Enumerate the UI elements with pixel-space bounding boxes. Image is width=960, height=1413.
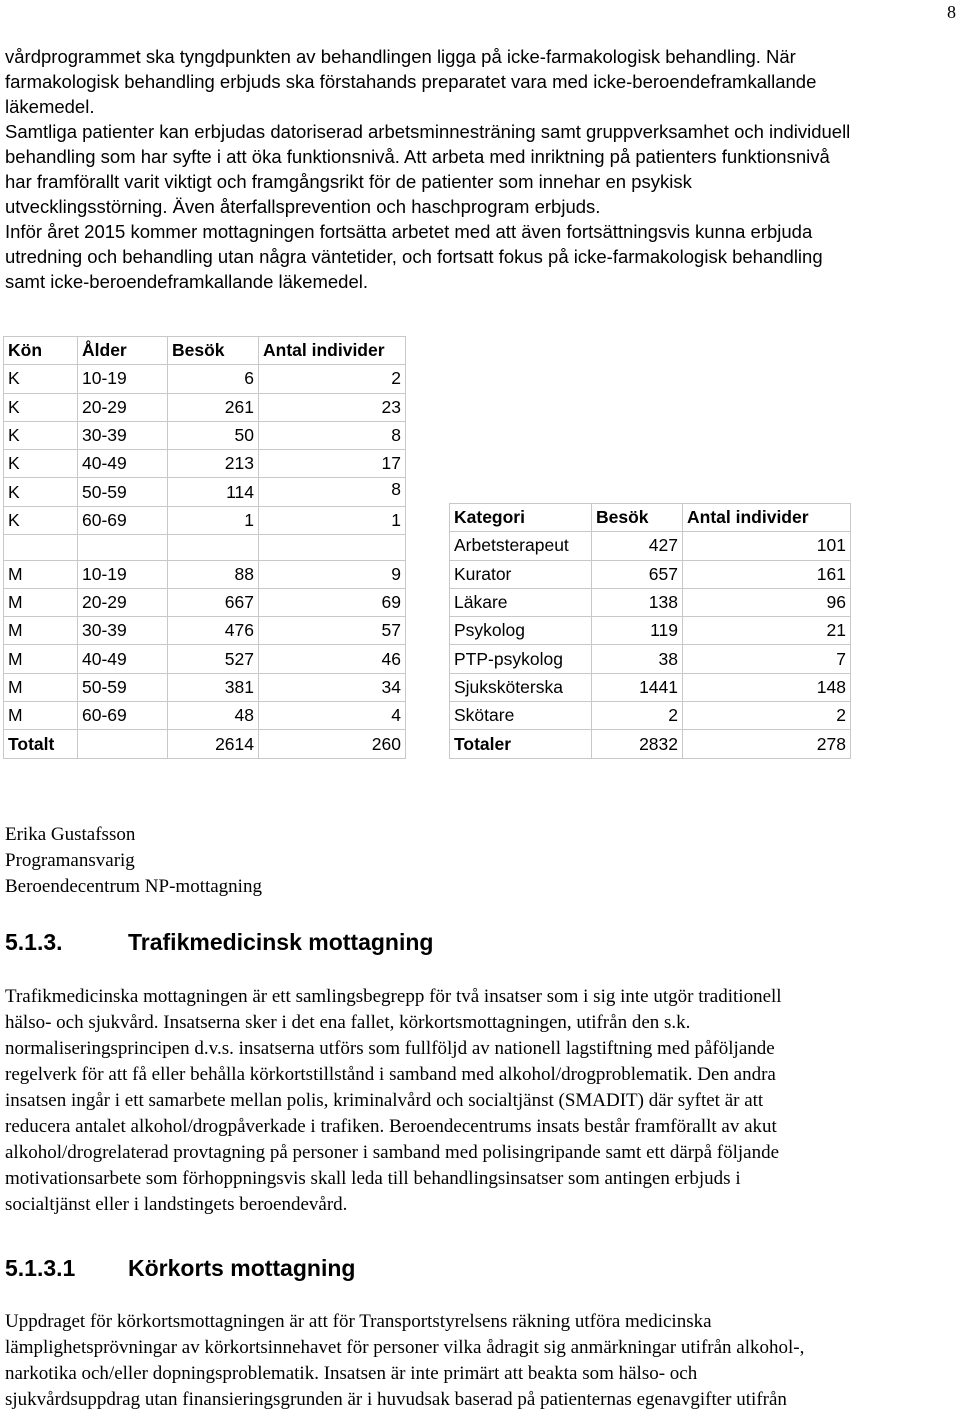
cell-alder: 50-59 xyxy=(78,478,168,506)
table-row xyxy=(4,588,406,616)
cell-besok: 2 xyxy=(592,702,683,730)
section-1-paragraph xyxy=(5,984,940,1218)
cell-kon: K xyxy=(4,506,78,534)
table-row xyxy=(450,645,851,673)
cell-antal: 46 xyxy=(259,645,406,673)
text-line: sjukvårdsuppdrag utan finansieringsgrunden är i huvudsak baserad på patienternas egenavgifter utifrån xyxy=(5,1389,787,1410)
text-line: vårdprogrammet ska tyngdpunkten av behandlingen ligga på icke-farmakologisk behandling. När xyxy=(5,46,796,67)
section-title: Körkorts mottagning xyxy=(128,1255,356,1281)
text-line: farmakologisk behandling erbjuds ska förstahands preparatet vara med icke-beroendeframkallande xyxy=(5,71,817,92)
text-line: har framförallt varit viktigt och framgångsrikt för de patienter som innehar en psykisk xyxy=(5,171,692,192)
cell-besok: 667 xyxy=(168,588,259,616)
table-row xyxy=(4,421,406,449)
cell-besok: 48 xyxy=(168,702,259,730)
total-row xyxy=(450,730,851,758)
cell-kategori: Läkare xyxy=(450,588,592,616)
cell-alder: 60-69 xyxy=(78,506,168,534)
cell-kon: K xyxy=(4,365,78,393)
cell-besok: 88 xyxy=(168,560,259,588)
cell-kon: M xyxy=(4,673,78,701)
header-antal: Antal individer xyxy=(683,504,851,532)
cell-antal: 34 xyxy=(259,673,406,701)
table-row xyxy=(4,645,406,673)
cell-alder: 10-19 xyxy=(78,560,168,588)
text-line: Inför året 2015 kommer mottagningen fortsätta arbetet med att även fortsättningsvis kunna erbjuda xyxy=(5,221,813,242)
cell-total-besok: 2832 xyxy=(592,730,683,758)
cell-kon: M xyxy=(4,617,78,645)
cell-kategori: Arbetsterapeut xyxy=(450,532,592,560)
section-heading-trafikmedicinsk xyxy=(5,929,433,956)
cell-antal: 2 xyxy=(683,702,851,730)
cell-kon: K xyxy=(4,478,78,506)
cell-alder: 30-39 xyxy=(78,617,168,645)
cell-besok: 213 xyxy=(168,450,259,478)
total-row xyxy=(4,730,406,758)
table-row xyxy=(450,702,851,730)
cell-antal: 4 xyxy=(259,702,406,730)
cell-total-besok: 2614 xyxy=(168,730,259,758)
cell-total-antal: 278 xyxy=(683,730,851,758)
cell-alder: 60-69 xyxy=(78,702,168,730)
cell-kategori: Skötare xyxy=(450,702,592,730)
page-number: 8 xyxy=(947,2,956,22)
cell-kon: M xyxy=(4,702,78,730)
cell-besok: 657 xyxy=(592,560,683,588)
text-line: Samtliga patienter kan erbjudas datoriserad arbetsminnesträning samt gruppverksamhet och individuell xyxy=(5,121,851,142)
text-line: Uppdraget för körkortsmottagningen är att för Transportstyrelsens räkning utföra medicinska xyxy=(5,1311,712,1332)
cell-kategori: Kurator xyxy=(450,560,592,588)
cell-alder: 10-19 xyxy=(78,365,168,393)
cell-antal: 23 xyxy=(259,393,406,421)
cell-antal: 8 xyxy=(259,421,406,449)
text-line: socialtjänst eller i landstingets beroendevård. xyxy=(5,1194,348,1215)
text-line: utredning och behandling utan några väntetider, och fortsatt fokus på icke-farmakologisk behandling xyxy=(5,246,823,267)
text-line: regelverk för att få eller behålla körkortstillstånd i samband med alkohol/drogproblematik. Den andra xyxy=(5,1064,776,1085)
cell-antal: 9 xyxy=(259,560,406,588)
text-line: samt icke-beroendeframkallande läkemedel. xyxy=(5,271,368,292)
cell-besok: 50 xyxy=(168,421,259,449)
cell-besok: 38 xyxy=(592,645,683,673)
cell-total-label: Totaler xyxy=(450,730,592,758)
cell-besok: 381 xyxy=(168,673,259,701)
cell-kon: M xyxy=(4,588,78,616)
section-heading-korkorts xyxy=(5,1255,355,1282)
cell-total-label: Totalt xyxy=(4,730,78,758)
header-kon: Kön xyxy=(4,337,78,365)
section-2-paragraph xyxy=(5,1309,940,1413)
cell-kon: K xyxy=(4,421,78,449)
cell-alder: 50-59 xyxy=(78,673,168,701)
cell-alder: 20-29 xyxy=(78,393,168,421)
cell-antal: 148 xyxy=(683,673,851,701)
empty-cell xyxy=(78,730,168,758)
cell-kategori: Psykolog xyxy=(450,617,592,645)
cell-besok: 427 xyxy=(592,532,683,560)
table-row xyxy=(450,617,851,645)
text-line: hälso- och sjukvård. Insatserna sker i det ena fallet, körkortsmottagningen, utifrån den s.k. xyxy=(5,1012,691,1033)
text-line: lämplighetsprövningar av körkortsinnehavet för personer vilka ådragit sig anmärkningar utifrån alkohol-, xyxy=(5,1337,805,1358)
text-line: reducera antalet alkohol/drogpåverkade i trafiken. Beroendecentrums insats består framförallt av akut xyxy=(5,1116,777,1137)
table-row xyxy=(4,393,406,421)
cell-alder: 40-49 xyxy=(78,450,168,478)
cell-antal: 161 xyxy=(683,560,851,588)
empty-cell xyxy=(4,535,78,561)
text-line: alkohol/drogrelaterad provtagning på personer i samband med polisingripande samt ett därpå följande xyxy=(5,1142,780,1163)
table-row xyxy=(4,702,406,730)
table-row xyxy=(4,673,406,701)
table-row xyxy=(4,506,406,534)
category-table xyxy=(449,503,851,759)
age-gender-table xyxy=(3,336,406,759)
cell-total-antal: 260 xyxy=(259,730,406,758)
cell-besok: 527 xyxy=(168,645,259,673)
text-line: Trafikmedicinska mottagningen är ett samlingsbegrepp för två insatser som i sig inte utgör traditionell xyxy=(5,986,782,1007)
cell-antal: 2 xyxy=(259,365,406,393)
table-row xyxy=(4,617,406,645)
text-line: motivationsarbete som förhoppningsvis skall leda till behandlingsinsatser som antingen erbjuds i xyxy=(5,1168,741,1189)
table-header-row xyxy=(4,337,406,365)
cell-kon: M xyxy=(4,560,78,588)
cell-alder: 40-49 xyxy=(78,645,168,673)
cell-antal: 101 xyxy=(683,532,851,560)
cell-antal: 17 xyxy=(259,450,406,478)
section-number: 5.1.3.1 xyxy=(5,1255,76,1281)
text-line: utvecklingsstörning. Även återfallsprevention och haschprogram erbjuds. xyxy=(5,196,601,217)
cell-besok: 138 xyxy=(592,588,683,616)
header-antal: Antal individer xyxy=(259,337,406,365)
header-alder: Ålder xyxy=(78,337,168,365)
cell-besok: 114 xyxy=(168,478,259,506)
text-line: normaliseringsprincipen d.v.s. insatserna utförs som fullföljd av nationell lagstiftning med påföljande xyxy=(5,1038,775,1059)
header-kategori: Kategori xyxy=(450,504,592,532)
cell-antal: 7 xyxy=(683,645,851,673)
cell-besok: 119 xyxy=(592,617,683,645)
empty-row xyxy=(4,535,406,561)
cell-alder: 20-29 xyxy=(78,588,168,616)
table-row xyxy=(4,478,406,506)
cell-antal: 69 xyxy=(259,588,406,616)
table-row xyxy=(450,532,851,560)
signature-name: Erika Gustafsson xyxy=(5,824,136,845)
cell-kon: M xyxy=(4,645,78,673)
cell-antal: 21 xyxy=(683,617,851,645)
empty-cell xyxy=(168,535,259,561)
signature-unit: Beroendecentrum NP-mottagning xyxy=(5,876,262,897)
table-row xyxy=(450,560,851,588)
cell-besok: 261 xyxy=(168,393,259,421)
cell-antal: 1 xyxy=(259,506,406,534)
text-line: läkemedel. xyxy=(5,96,95,117)
cell-antal: 57 xyxy=(259,617,406,645)
cell-kon: K xyxy=(4,450,78,478)
table-row xyxy=(4,560,406,588)
text-line: behandling som har syfte i att öka funktionsnivå. Att arbeta med inriktning på patienters funktionsnivå xyxy=(5,146,830,167)
cell-besok: 6 xyxy=(168,365,259,393)
header-besok: Besök xyxy=(168,337,259,365)
section-number: 5.1.3. xyxy=(5,929,63,955)
empty-cell xyxy=(78,535,168,561)
table-row xyxy=(4,450,406,478)
cell-antal: 96 xyxy=(683,588,851,616)
table-row xyxy=(450,588,851,616)
intro-paragraph xyxy=(5,44,940,294)
cell-besok: 476 xyxy=(168,617,259,645)
cell-kategori: PTP-psykolog xyxy=(450,645,592,673)
table-row xyxy=(450,673,851,701)
cell-besok: 1 xyxy=(168,506,259,534)
signature-block xyxy=(5,822,262,900)
cell-besok: 1441 xyxy=(592,673,683,701)
empty-cell xyxy=(259,535,406,561)
signature-role: Programansvarig xyxy=(5,850,135,871)
cell-antal: 8 xyxy=(259,478,406,506)
table-row xyxy=(4,365,406,393)
table-header-row xyxy=(450,504,851,532)
text-line: narkotika och/eller dopningsproblematik. Insatsen är inte primärt att beakta som hälso- och xyxy=(5,1363,698,1384)
header-besok: Besök xyxy=(592,504,683,532)
text-line: insatsen ingår i ett samarbete mellan polis, kriminalvård och socialtjänst (SMADIT) där syftet är att xyxy=(5,1090,764,1111)
cell-kon: K xyxy=(4,393,78,421)
cell-alder: 30-39 xyxy=(78,421,168,449)
section-title: Trafikmedicinsk mottagning xyxy=(128,929,434,955)
cell-kategori: Sjuksköterska xyxy=(450,673,592,701)
